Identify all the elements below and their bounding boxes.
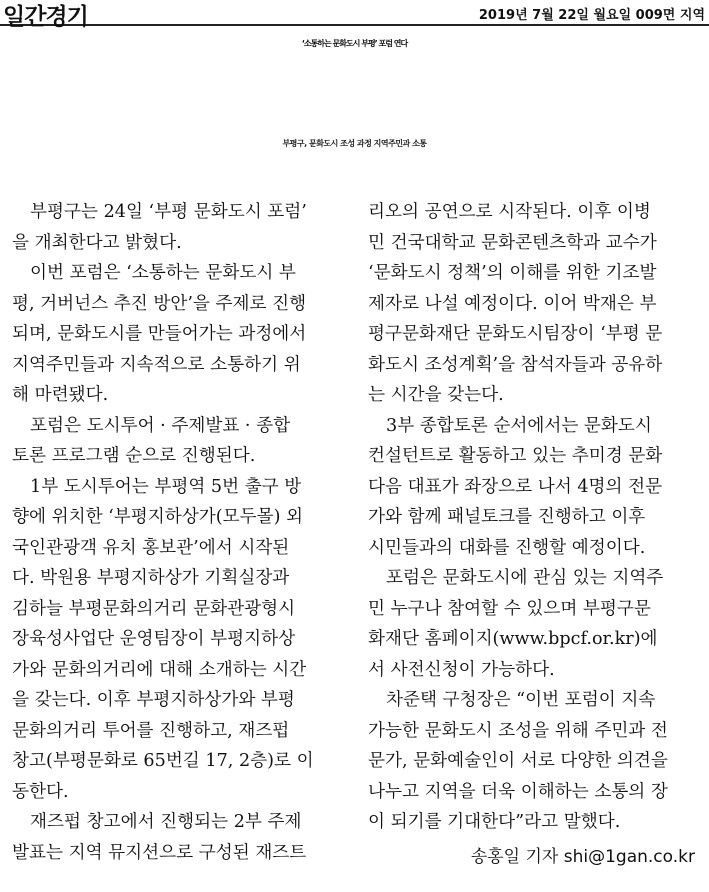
text-line: 다. 박원용 부평지하상가 기획실장과 bbox=[12, 568, 290, 588]
article-subheadline: 부평구, 문화도시 조성 과정 지역주민과 소통 bbox=[282, 139, 427, 148]
text-line: 3부 종합토론 순서에서는 문화도시 bbox=[386, 415, 652, 436]
text-line: 되며, 문화도시를 만들어가는 과정에서 bbox=[12, 324, 307, 344]
text-line: 토론 프로그램 순으로 진행된다. bbox=[12, 446, 256, 466]
text-line: 가와 함께 패널토크를 진행하고 이후 bbox=[368, 507, 646, 527]
text-line: 차준택 구청장은 “이번 포럼이 지속 bbox=[386, 690, 656, 710]
text-line: 향에 위치한 ‘부평지하상가(모두몰) 외 bbox=[12, 507, 304, 527]
text-line: 발표는 지역 뮤지션으로 구성된 재즈트 bbox=[12, 842, 307, 863]
text-line: 이 되기를 기대한다”라고 말했다. bbox=[368, 812, 621, 832]
dateline: 2019년 7월 22일 월요일 009면 지역 bbox=[478, 8, 705, 23]
text-line: 이번 포럼은 ‘소통하는 문화도시 부 bbox=[30, 263, 296, 283]
text-line: 창고(부평문화로 65번길 17, 2층)로 이 bbox=[12, 751, 314, 771]
text-line: 포럼은 문화도시에 관심 있는 지역주 bbox=[386, 568, 664, 588]
text-line: 가와 문화의거리에 대해 소개하는 시간 bbox=[12, 659, 307, 680]
text-line: 는 시간을 갖는다. bbox=[368, 385, 504, 405]
text-line: 지역주민들과 지속적으로 소통하기 위 bbox=[12, 354, 301, 375]
article-column-right bbox=[368, 197, 696, 838]
article-headline: ‘소통하는 문화도시 부평’ 포럼 연다 bbox=[301, 39, 408, 48]
text-line: 해 마련됐다. bbox=[12, 385, 109, 405]
text-line: 서 사전신청이 가능하다. bbox=[368, 659, 555, 680]
byline: 송홍일 기자 shi@1gan.co.kr bbox=[470, 847, 695, 867]
masthead bbox=[0, 0, 709, 30]
text-line: 동한다. bbox=[12, 781, 69, 802]
text-line: 민 건국대학교 문화콘텐츠학과 교수가 bbox=[368, 232, 657, 253]
text-line: 을 갖는다. 이후 부평지하상가와 부평 bbox=[12, 690, 295, 710]
text-line: 1부 도시투어는 부평역 5번 출구 방 bbox=[30, 476, 302, 497]
text-line: 재즈펍 창고에서 진행되는 2부 주제 bbox=[30, 812, 302, 832]
text-line: 화재단 홈페이지(www.bpcf.or.kr)에 bbox=[368, 629, 658, 649]
newspaper-logo: 일간경기 bbox=[3, 4, 88, 30]
text-line: 부평구는 24일 ‘부평 문화도시 포럼’ bbox=[30, 202, 307, 222]
text-line: 문가, 문화예술인이 서로 다양한 의견을 bbox=[368, 751, 668, 771]
text-line: 문화의거리 투어를 진행하고, 재즈펍 bbox=[12, 720, 290, 741]
text-line: 리오의 공연으로 시작된다. 이후 이병 bbox=[368, 202, 651, 222]
text-line: 평구문화재단 문화도시팀장이 ‘부평 문 bbox=[368, 324, 663, 344]
text-line: ‘문화도시 정책’의 이해를 위한 기조발 bbox=[368, 263, 657, 283]
text-line: 김하늘 부평문화의거리 문화관광형시 bbox=[12, 598, 296, 619]
text-line: 나누고 지역을 더욱 이해하는 소통의 장 bbox=[368, 781, 668, 802]
text-line: 민 누구나 참여할 수 있으며 부평구문 bbox=[368, 598, 651, 619]
text-line: 컨설턴트로 활동하고 있는 추미경 문화 bbox=[368, 446, 663, 466]
text-line: 장육성사업단 운영팀장이 부평지하상 bbox=[12, 629, 296, 649]
text-line: 가능한 문화도시 조성을 위해 주민과 전 bbox=[368, 720, 668, 741]
text-line: 평, 거버넌스 추진 방안’을 주제로 진행 bbox=[12, 293, 307, 314]
text-line: 화도시 조성계획’을 참석자들과 공유하 bbox=[368, 354, 663, 375]
text-line: 을 개최한다고 밝혔다. bbox=[12, 232, 182, 253]
text-line: 제자로 나설 예정이다. 이어 박재은 부 bbox=[368, 293, 657, 314]
text-line: 다음 대표가 좌장으로 나서 4명의 전문 bbox=[368, 476, 663, 497]
text-line: 시민들과의 대화를 진행할 예정이다. bbox=[368, 537, 646, 558]
text-line: 국인관광객 유치 홍보관’에서 시작된 bbox=[12, 537, 290, 558]
text-line: 포럼은 도시투어 · 주제발표 · 종합 bbox=[30, 415, 291, 436]
article-column-left bbox=[12, 197, 342, 868]
